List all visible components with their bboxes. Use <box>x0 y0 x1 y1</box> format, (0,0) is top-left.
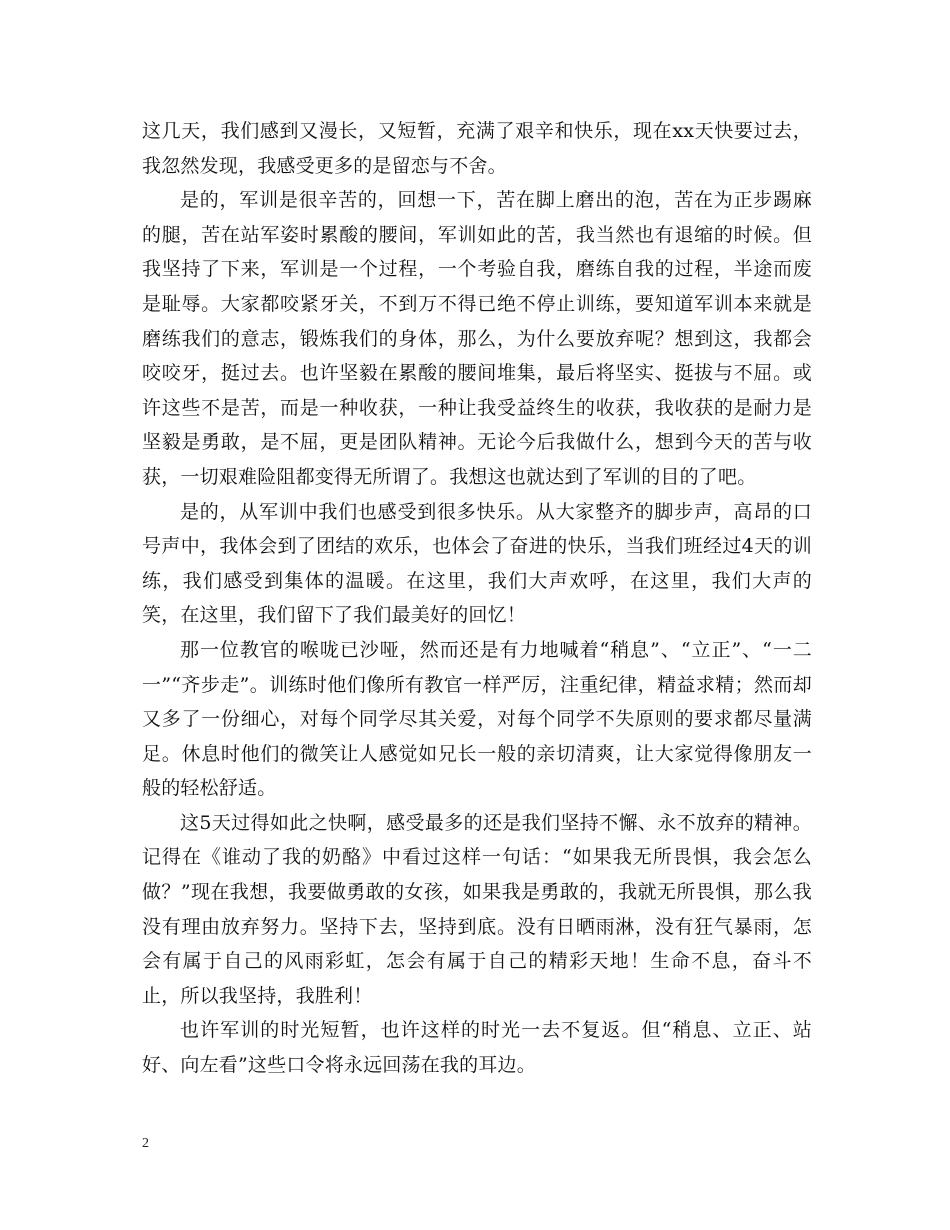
paragraph-1: 这几天，我们感到又漫长，又短暂，充满了艰辛和快乐，现在xx天快要过去，我忽然发现，我感受更多的是留恋与不舍。 <box>142 120 812 177</box>
paragraph-5: 这5天过得如此之快啊，感受最多的还是我们坚持不懈、永不放弃的精神。记得在《谁动了我的奶酪》中看过这样一句话：“如果我无所畏惧，我会怎么做？”现在我想，我要做勇敢的女孩，如果我是勇敢的，我就无所畏惧，那么我没有理由放弃努力。坚持下去，坚持到底。没有日晒雨淋，没有狂气暴雨，怎会有属于自己的风雨彩虹，怎会有属于自己的精彩天地！生命不息，奋斗不止，所以我坚持，我胜利！ <box>142 811 812 1007</box>
paragraph-3: 是的，从军训中我们也感受到很多快乐。从大家整齐的脚步声，高昂的口号声中，我体会到了团结的欢乐，也体会了奋进的快乐，当我们班经过4天的训练，我们感受到集体的温暖。在这里，我们大声欢呼，在这里，我们大声的笑，在这里，我们留下了我们最美好的回忆！ <box>142 500 812 627</box>
paragraph-2: 是的，军训是很辛苦的，回想一下，苦在脚上磨出的泡，苦在为正步踢麻的腿，苦在站军姿时累酸的腰间，军训如此的苦，我当然也有退缩的时候。但我坚持了下来，军训是一个过程，一个考验自我，磨练自我的过程，半途而废是耻辱。大家都咬紧牙关，不到万不得已绝不停止训练，要知道军训本来就是磨练我们的意志，锻炼我们的身体，那么，为什么要放弃呢？想到这，我都会咬咬牙，挺过去。也许坚毅在累酸的腰间堆集，最后将坚实、挺拔与不屈。或许这些不是苦，而是一种收获，一种让我受益终生的收获，我收获的是耐力是坚毅是勇敢，是不屈，更是团队精神。无论今后我做什么，想到今天的苦与收获，一切艰难险阻都变得无所谓了。我想这也就达到了军训的目的了吧。 <box>142 189 812 488</box>
page-number: 2 <box>142 1136 149 1151</box>
paragraph-6: 也许军训的时光短暂，也许这样的时光一去不复返。但“稍息、立正、站好、向左看”这些口令将永远回荡在我的耳边。 <box>142 1019 812 1077</box>
paragraph-4: 那一位教官的喉咙已沙哑，然而还是有力地喊着“稍息”、“立正”、“一二一”“齐步走”。训练时他们像所有教官一样严厉，注重纪律，精益求精；然而却又多了一份细心，对每个同学尽其关爱，对每个同学不失原则的要求都尽量满足。休息时他们的微笑让人感觉如兄长一般的亲切清爽，让大家觉得像朋友一般的轻松舒适。 <box>142 638 812 800</box>
document-body <box>142 114 812 1083</box>
